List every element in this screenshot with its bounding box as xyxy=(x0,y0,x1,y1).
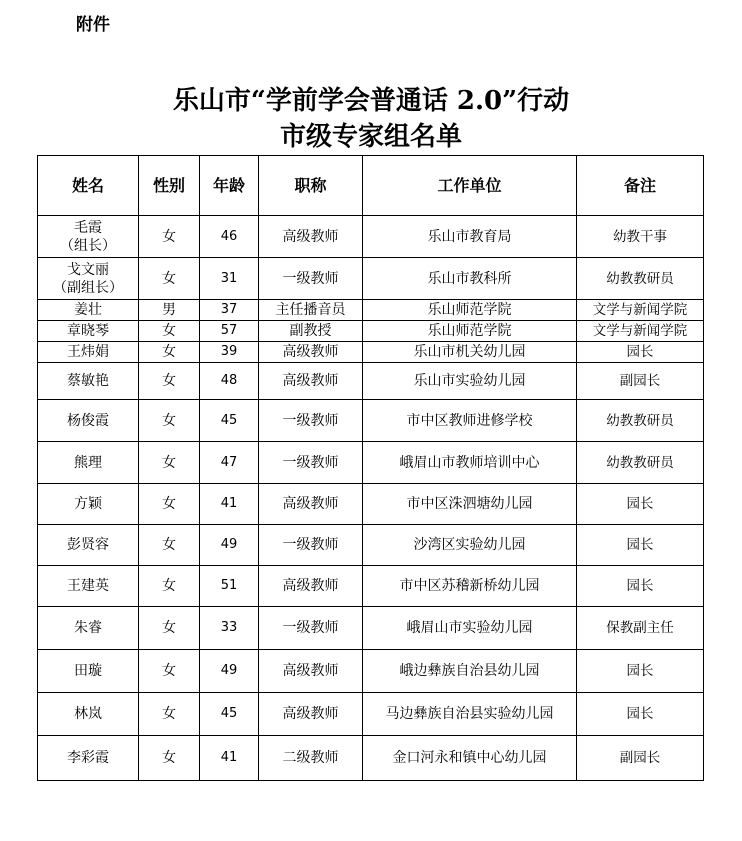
cell-title: 主任播音员 xyxy=(259,300,363,321)
cell-gender: 女 xyxy=(139,400,200,442)
table-row xyxy=(38,342,704,363)
cell-gender: 男 xyxy=(139,300,200,321)
cell-name xyxy=(38,607,139,650)
member-name: 章晓琴 xyxy=(67,323,109,339)
cell-name xyxy=(38,442,139,484)
cell-note: 园长 xyxy=(577,484,704,525)
cell-name xyxy=(38,693,139,736)
cell-unit: 沙湾区实验幼儿园 xyxy=(363,525,577,566)
cell-note: 幼教干事 xyxy=(577,216,704,258)
cell-note: 幼教教研员 xyxy=(577,400,704,442)
cell-name xyxy=(38,363,139,400)
header-gender: 性别 xyxy=(139,156,200,216)
cell-unit: 马边彝族自治县实验幼儿园 xyxy=(363,693,577,736)
cell-note: 幼教教研员 xyxy=(577,442,704,484)
cell-note: 保教副主任 xyxy=(577,607,704,650)
cell-age: 45 xyxy=(200,400,259,442)
cell-gender: 女 xyxy=(139,342,200,363)
cell-age: 48 xyxy=(200,363,259,400)
cell-title: 一级教师 xyxy=(259,525,363,566)
cell-note: 副园长 xyxy=(577,363,704,400)
cell-gender: 女 xyxy=(139,484,200,525)
cell-name xyxy=(38,216,139,258)
cell-title: 高级教师 xyxy=(259,650,363,693)
table-row xyxy=(38,566,704,607)
cell-unit: 乐山师范学院 xyxy=(363,300,577,321)
table-body xyxy=(38,216,704,781)
member-name: 王建英 xyxy=(67,578,109,594)
cell-gender: 女 xyxy=(139,216,200,258)
member-name: 朱睿 xyxy=(74,620,102,636)
cell-gender: 女 xyxy=(139,650,200,693)
cell-note: 副园长 xyxy=(577,736,704,781)
cell-title: 一级教师 xyxy=(259,258,363,300)
member-name: 蔡敏艳 xyxy=(67,373,109,389)
member-role: （组长） xyxy=(60,237,116,254)
cell-name xyxy=(38,258,139,300)
header-unit: 工作单位 xyxy=(363,156,577,216)
cell-age: 33 xyxy=(200,607,259,650)
cell-unit: 市中区洙泗塘幼儿园 xyxy=(363,484,577,525)
cell-unit: 峨眉山市实验幼儿园 xyxy=(363,607,577,650)
cell-unit: 乐山市实验幼儿园 xyxy=(363,363,577,400)
cell-note: 园长 xyxy=(577,650,704,693)
cell-name xyxy=(38,484,139,525)
cell-age: 41 xyxy=(200,736,259,781)
cell-note: 园长 xyxy=(577,566,704,607)
table-row xyxy=(38,321,704,342)
cell-note: 文学与新闻学院 xyxy=(577,300,704,321)
header-age: 年龄 xyxy=(200,156,259,216)
cell-age: 49 xyxy=(200,525,259,566)
cell-title: 二级教师 xyxy=(259,736,363,781)
member-role: （副组长） xyxy=(53,279,123,296)
cell-name xyxy=(38,321,139,342)
cell-note: 园长 xyxy=(577,525,704,566)
document-title: 乐山市“学前学会普通话 2.0”行动 xyxy=(172,86,570,116)
cell-title: 一级教师 xyxy=(259,607,363,650)
cell-title: 一级教师 xyxy=(259,442,363,484)
cell-name xyxy=(38,566,139,607)
cell-age: 41 xyxy=(200,484,259,525)
expert-list-table xyxy=(37,155,704,781)
cell-note: 园长 xyxy=(577,342,704,363)
cell-title: 高级教师 xyxy=(259,693,363,736)
cell-title: 高级教师 xyxy=(259,566,363,607)
member-name: 熊理 xyxy=(74,454,102,471)
member-name: 田璇 xyxy=(74,663,102,679)
table-row xyxy=(38,736,704,781)
cell-age: 39 xyxy=(200,342,259,363)
table-header-row xyxy=(38,156,704,216)
cell-name xyxy=(38,650,139,693)
table-row xyxy=(38,650,704,693)
table-row xyxy=(38,442,704,484)
table-row xyxy=(38,400,704,442)
cell-note: 幼教教研员 xyxy=(577,258,704,300)
member-name: 戈文丽 xyxy=(67,261,109,278)
cell-unit: 市中区教师进修学校 xyxy=(363,400,577,442)
cell-note: 文学与新闻学院 xyxy=(577,321,704,342)
cell-note: 园长 xyxy=(577,693,704,736)
header-title: 职称 xyxy=(259,156,363,216)
cell-gender: 女 xyxy=(139,442,200,484)
attachment-label: 附件 xyxy=(76,15,110,35)
member-name: 毛霞 xyxy=(74,219,102,236)
table-row xyxy=(38,300,704,321)
cell-name xyxy=(38,342,139,363)
member-name: 姜壮 xyxy=(74,302,102,318)
cell-unit: 峨眉山市教师培训中心 xyxy=(363,442,577,484)
cell-unit: 市中区苏稽新桥幼儿园 xyxy=(363,566,577,607)
cell-age: 49 xyxy=(200,650,259,693)
member-name: 杨俊霞 xyxy=(67,412,109,429)
member-name: 林岚 xyxy=(74,706,102,722)
member-name: 李彩霞 xyxy=(67,750,109,766)
cell-name xyxy=(38,400,139,442)
cell-unit: 乐山师范学院 xyxy=(363,321,577,342)
cell-age: 57 xyxy=(200,321,259,342)
table-row xyxy=(38,693,704,736)
cell-age: 45 xyxy=(200,693,259,736)
cell-gender: 女 xyxy=(139,566,200,607)
cell-age: 46 xyxy=(200,216,259,258)
table-row xyxy=(38,484,704,525)
table-row xyxy=(38,216,704,258)
cell-age: 37 xyxy=(200,300,259,321)
cell-name xyxy=(38,525,139,566)
member-name: 方颖 xyxy=(74,496,102,512)
cell-gender: 女 xyxy=(139,736,200,781)
cell-gender: 女 xyxy=(139,363,200,400)
cell-gender: 女 xyxy=(139,525,200,566)
cell-title: 一级教师 xyxy=(259,400,363,442)
cell-unit: 峨边彝族自治县幼儿园 xyxy=(363,650,577,693)
table-row xyxy=(38,607,704,650)
table-row xyxy=(38,258,704,300)
cell-title: 高级教师 xyxy=(259,216,363,258)
header-name: 姓名 xyxy=(38,156,139,216)
cell-title: 高级教师 xyxy=(259,342,363,363)
table-row xyxy=(38,363,704,400)
cell-title: 高级教师 xyxy=(259,363,363,400)
cell-unit: 乐山市机关幼儿园 xyxy=(363,342,577,363)
cell-name xyxy=(38,300,139,321)
cell-age: 47 xyxy=(200,442,259,484)
header-note: 备注 xyxy=(577,156,704,216)
cell-age: 51 xyxy=(200,566,259,607)
member-name: 王炜娟 xyxy=(67,344,109,360)
table-row xyxy=(38,525,704,566)
cell-gender: 女 xyxy=(139,321,200,342)
cell-name xyxy=(38,736,139,781)
document-subtitle: 市级专家组名单 xyxy=(279,122,462,152)
cell-age: 31 xyxy=(200,258,259,300)
member-name: 彭贤容 xyxy=(67,537,109,553)
cell-unit: 乐山市教育局 xyxy=(363,216,577,258)
cell-unit: 金口河永和镇中心幼儿园 xyxy=(363,736,577,781)
cell-title: 高级教师 xyxy=(259,484,363,525)
cell-unit: 乐山市教科所 xyxy=(363,258,577,300)
cell-gender: 女 xyxy=(139,607,200,650)
cell-gender: 女 xyxy=(139,693,200,736)
cell-title: 副教授 xyxy=(259,321,363,342)
cell-gender: 女 xyxy=(139,258,200,300)
